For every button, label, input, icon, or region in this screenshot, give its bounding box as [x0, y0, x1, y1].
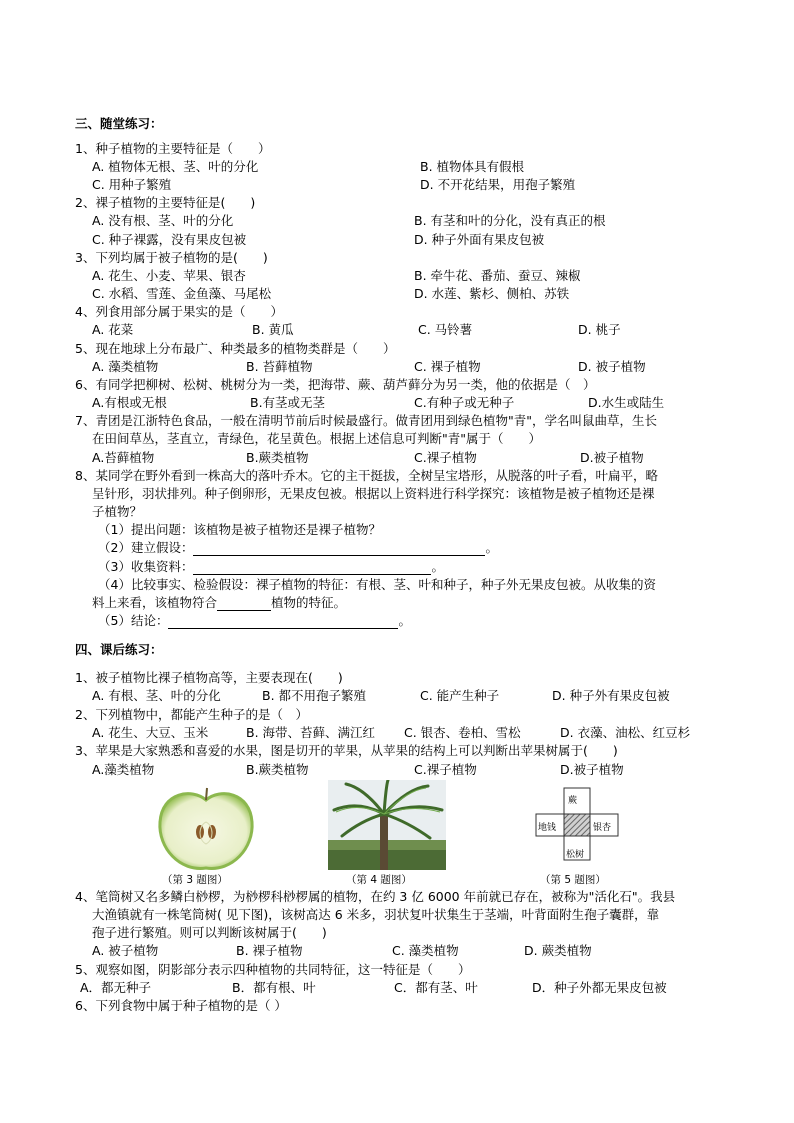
- step3-period: 。: [431, 559, 444, 574]
- step3-label: （3）收集资料：: [98, 559, 194, 574]
- s4-q2-option-c: C. 银杏、卷柏、雪松: [404, 725, 521, 740]
- s3-q1-option-c: C. 用种子繁殖: [92, 177, 172, 192]
- conclusion-blank[interactable]: [168, 614, 398, 629]
- s3-q6-option-b: B.有茎或无茎: [250, 395, 326, 410]
- s3-q2-option-c: C. 种子裸露，没有果皮包被: [92, 232, 247, 247]
- s3-q2-option-b: B. 有茎和叶的分化，没有真正的根: [414, 213, 606, 228]
- s3-q1-stem: 1、种子植物的主要特征是（ ）: [75, 141, 271, 156]
- s3-q3-option-b: B. 牵牛花、番茄、蚕豆、辣椒: [414, 268, 581, 283]
- s3-q8-step4a: （4）比较事实、检验假设：裸子植物的特征：有根、茎、叶和种子，种子外无果皮包被。从收集的资: [98, 577, 656, 592]
- s4-q4-line2: 大渔镇就有一株笔筒树( 见下图)，该树高达 6 米多，羽状复叶状集生于茎端，叶背面附生孢子囊群，靠: [92, 907, 660, 922]
- s4-q5-stem: 5、观察如图，阴影部分表示四种植物的共同特征，这一特征是（ ）: [75, 962, 471, 977]
- s3-q8-step1: （1）提出问题：该植物是被子植物还是裸子植物？: [98, 522, 381, 537]
- s4-q3-stem: 3、苹果是大家熟悉和喜爱的水果，图是切开的苹果，从苹果的结构上可以判断出苹果树属于( ): [75, 743, 618, 758]
- s3-q3-stem: 3、下列均属于被子植物的是( ): [75, 250, 268, 265]
- s4-q5-option-a: A．都无种子: [80, 980, 152, 995]
- s3-q5-option-c: C. 裸子植物: [414, 359, 481, 374]
- s4-q4-option-c: C. 藻类植物: [392, 943, 459, 958]
- s4-q5-option-b: B．都有根、叶: [232, 980, 316, 995]
- step5-label: （5）结论：: [98, 613, 169, 628]
- s3-q4-stem: 4、列食用部分属于果实的是（ ）: [75, 304, 283, 319]
- s4-q2-stem: 2、下列植物中，都能产生种子的是（ ）: [75, 707, 308, 722]
- s3-q5-option-a: A. 藻类植物: [92, 359, 159, 374]
- section3-title: 三、随堂练习：: [75, 116, 163, 131]
- step2-label: （2）建立假设：: [98, 540, 194, 555]
- s3-q7-option-a: A.苔藓植物: [92, 450, 155, 465]
- s4-q5-option-d: D．种子外都无果皮包被: [532, 980, 667, 995]
- s4-q1-option-a: A. 有根、茎、叶的分化: [92, 688, 221, 703]
- s3-q5-stem: 5、现在地球上分布最广、种类最多的植物类群是（ ）: [75, 341, 396, 356]
- s3-q7-option-b: B.蕨类植物: [246, 450, 309, 465]
- cut-apple-image: [152, 786, 260, 874]
- s4-q5-option-c: C．都有茎、叶: [394, 980, 478, 995]
- s4-q4-option-a: A. 被子植物: [92, 943, 159, 958]
- step5-period: 。: [398, 613, 411, 628]
- section4-title: 四、课后练习：: [75, 642, 163, 657]
- s3-q2-stem: 2、裸子植物的主要特征是( ): [75, 195, 256, 210]
- s3-q5-option-d: D. 被子植物: [578, 359, 646, 374]
- s4-q6-stem: 6、下列食物中属于种子植物的是（ ）: [75, 998, 287, 1013]
- s3-q7-option-c: C.裸子植物: [414, 450, 477, 465]
- step4b-pre: 料上来看，该植物符合: [92, 595, 218, 610]
- s3-q1-option-b: B. 植物体具有假根: [420, 159, 525, 174]
- s4-q3-option-b: B.蕨类植物: [246, 762, 309, 777]
- plant-type-blank[interactable]: [217, 596, 271, 611]
- s4-q3-option-a: A.藻类植物: [92, 762, 155, 777]
- s4-q4-line1: 4、笔筒树又名多鳞白桫椤，为桫椤科桫椤属的植物，在约 3 亿 6000 年前就已存在，被称为"活化石"。我县: [75, 889, 676, 904]
- s3-q8-step5: [98, 613, 411, 629]
- s3-q6-option-a: A.有根或无根: [92, 395, 167, 410]
- s3-q6-option-c: C.有种子或无种子: [414, 395, 515, 410]
- step2-period: 。: [485, 540, 498, 555]
- data-collection-blank[interactable]: [193, 560, 431, 575]
- s3-q8-line1: 8、某同学在野外看到一株高大的落叶乔木。它的主干挺拔，全树呈宝塔形，从脱落的叶子看，叶扁平，略: [75, 468, 658, 483]
- s3-q1-option-d: D. 不开花结果，用孢子繁殖: [420, 177, 576, 192]
- s3-q6-stem: 6、有同学把柳树、松树、桃树分为一类，把海带、蕨、葫芦藓分为另一类，他的依据是（ ）: [75, 377, 596, 392]
- s4-q1-option-d: D. 种子外有果皮包被: [552, 688, 670, 703]
- s4-q3-option-d: D.被子植物: [560, 762, 624, 777]
- s3-q5-option-b: B. 苔藓植物: [246, 359, 313, 374]
- figure3-caption: （第 3 题图）: [162, 874, 228, 886]
- s4-q1-option-c: C. 能产生种子: [420, 688, 500, 703]
- figure5-caption: （第 5 题图）: [540, 874, 606, 886]
- step4b-post: 植物的特征。: [271, 595, 347, 610]
- s3-q8-step2: [98, 540, 498, 556]
- venn-label-pine: 松树: [566, 850, 585, 860]
- s3-q6-option-d: D.水生或陆生: [588, 395, 665, 410]
- s3-q4-option-d: D. 桃子: [578, 322, 621, 337]
- s3-q7-option-d: D.被子植物: [580, 450, 644, 465]
- s4-q2-option-d: D. 衣藻、油松、红豆杉: [560, 725, 691, 740]
- s3-q3-option-d: D. 水莲、紫杉、侧柏、苏铁: [414, 286, 570, 301]
- s3-q8-step4b: [92, 595, 346, 611]
- shared-feature-area: [564, 814, 590, 836]
- s3-q4-option-a: A. 花菜: [92, 322, 134, 337]
- s3-q8-line2: 呈针形，羽状排列。种子倒卵形，无果皮包被。根据以上资料进行科学探究：该植物是被子植物还是裸: [92, 486, 655, 501]
- hypothesis-blank[interactable]: [193, 541, 485, 556]
- s4-q4-option-b: B. 裸子植物: [236, 943, 303, 958]
- s4-q2-option-b: B. 海带、苔藓、满江红: [246, 725, 376, 740]
- s3-q7-line2: 在田间草丛，茎直立，青绿色，花呈黄色。根据上述信息可判断"青"属于（ ）: [92, 431, 542, 446]
- s3-q8-step3: [98, 559, 444, 575]
- s4-q2-option-a: A. 花生、大豆、玉米: [92, 725, 209, 740]
- venn-label-fern: 蕨: [568, 796, 578, 806]
- s4-q1-option-b: B. 都不用孢子繁殖: [262, 688, 367, 703]
- s3-q3-option-a: A. 花生、小麦、苹果、银杏: [92, 268, 246, 283]
- s3-q4-option-c: C. 马铃薯: [418, 322, 473, 337]
- s3-q2-option-d: D. 种子外面有果皮包被: [414, 232, 545, 247]
- tree-fern-image: [328, 780, 446, 870]
- s3-q1-option-a: A. 植物体无根、茎、叶的分化: [92, 159, 259, 174]
- s3-q3-option-c: C. 水稻、雪莲、金鱼藻、马尾松: [92, 286, 272, 301]
- s3-q7-line1: 7、青团是江浙特色食品，一般在清明节前后时候最盛行。做青团用到绿色植物"青"，学名叫鼠曲草，生长: [75, 413, 657, 428]
- s3-q2-option-a: A. 没有根、茎、叶的分化: [92, 213, 234, 228]
- venn-label-ginkgo: 银杏: [593, 823, 612, 833]
- s4-q3-option-c: C.裸子植物: [414, 762, 477, 777]
- venn-label-liverwort: 地钱: [538, 823, 557, 833]
- s3-q4-option-b: B. 黄瓜: [252, 322, 294, 337]
- s4-q4-option-d: D. 蕨类植物: [524, 943, 592, 958]
- s4-q4-line3: 孢子进行繁殖。则可以判断该树属于( ): [92, 925, 327, 940]
- s4-q1-stem: 1、被子植物比裸子植物高等，主要表现在( ): [75, 670, 343, 685]
- s3-q8-line3: 子植物？: [92, 504, 143, 519]
- figure4-caption: （第 4 题图）: [346, 874, 412, 886]
